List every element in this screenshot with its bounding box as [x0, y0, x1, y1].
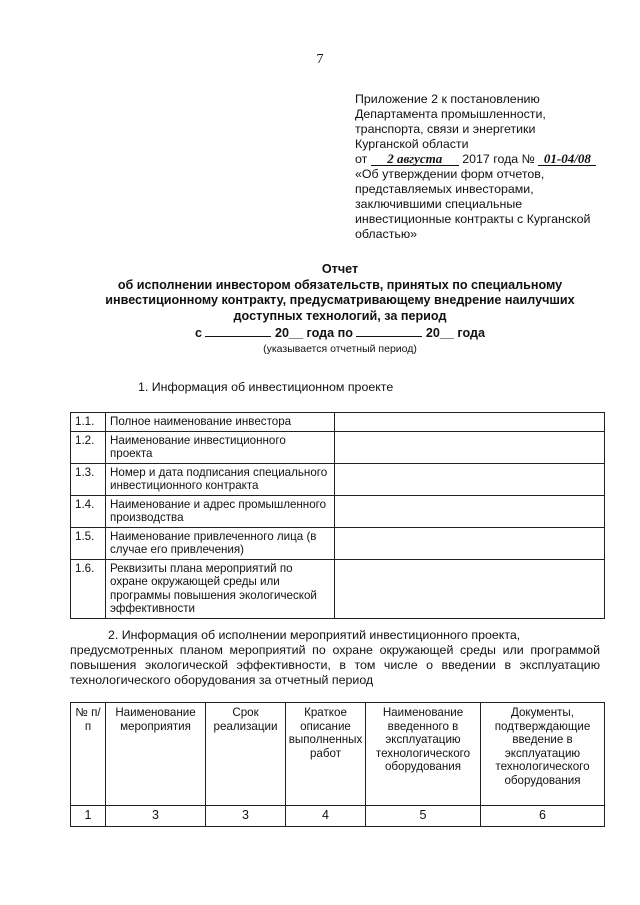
- row-label: Наименование инвестиционного проекта: [106, 431, 335, 463]
- row-number: 1.3.: [71, 463, 106, 495]
- row-value-cell: [335, 527, 605, 559]
- row-label: Реквизиты плана мероприятий по охране окружающей среды или программы повышения экологической эффективности: [106, 559, 335, 618]
- table-row: [71, 495, 605, 527]
- appendix-line: Департамента промышленности,: [355, 107, 546, 121]
- table-row: [71, 559, 605, 618]
- period-from: с: [194, 326, 202, 340]
- table-number-row: [71, 806, 605, 827]
- section2-text-first: 2. Информация об исполнении мероприятий инвестиционного проекта,: [108, 628, 521, 642]
- row-label: Номер и дата подписания специального инвестиционного контракта: [106, 463, 335, 495]
- section2-text-rest: предусмотренных планом мероприятий по охране окружающей среды или программой повышения экологической эффективности, в том числе о введении в эксплуатацию технологического оборудования за отчетный период: [70, 643, 600, 687]
- report-subtitle-line: об исполнении инвестором обязательств, принятых по специальному: [117, 277, 563, 292]
- year-text: 2017 года №: [462, 152, 535, 166]
- appendix-line: Приложение 2 к постановлению: [355, 92, 540, 106]
- row-label: Наименование привлеченного лица (в случае его привлечения): [106, 527, 335, 559]
- table-header-row: [71, 703, 605, 806]
- report-subtitle-line: инвестиционному контракту, предусматривающему внедрение наилучших: [105, 293, 575, 307]
- report-period-line: [60, 324, 620, 342]
- appendix-header: [355, 92, 625, 242]
- column-header: Срок реализации: [206, 703, 286, 806]
- investment-project-table: [70, 412, 605, 619]
- column-number: 6: [481, 806, 605, 827]
- row-value-cell: [335, 559, 605, 618]
- period-year-a: 20__ года по: [274, 326, 353, 340]
- row-value-cell: [335, 431, 605, 463]
- appendix-date-line: [355, 152, 625, 167]
- report-subtitle-line: доступных технологий, за период: [233, 308, 447, 323]
- appendix-subject-line: «Об утверждении форм отчетов,: [355, 167, 545, 181]
- activities-table: [70, 702, 605, 827]
- period-note: (указывается отчетный период): [263, 343, 417, 355]
- row-number: 1.6.: [71, 559, 106, 618]
- row-number: 1.5.: [71, 527, 106, 559]
- appendix-subject-line: представляемых инвесторами,: [355, 182, 534, 196]
- row-value-cell: [335, 495, 605, 527]
- row-label: Полное наименование инвестора: [106, 413, 335, 432]
- row-label: Наименование и адрес промышленного производства: [106, 495, 335, 527]
- column-header: Краткое описание выполненных работ: [286, 703, 366, 806]
- period-year-b: 20__ года: [425, 326, 486, 340]
- column-number: 1: [71, 806, 106, 827]
- column-header: Наименование мероприятия: [106, 703, 206, 806]
- table-row: [71, 527, 605, 559]
- column-number: 3: [206, 806, 286, 827]
- period-end-blank: [356, 324, 422, 337]
- column-header: № п/п: [71, 703, 106, 806]
- appendix-line: Курганской области: [355, 137, 469, 151]
- table-row: [71, 431, 605, 463]
- report-title-block: [60, 262, 620, 342]
- appendix-line: транспорта, связи и энергетики: [355, 122, 536, 136]
- column-number: 4: [286, 806, 366, 827]
- row-number: 1.4.: [71, 495, 106, 527]
- appendix-subject-line: заключившими специальные: [355, 197, 523, 211]
- row-number: 1.2.: [71, 431, 106, 463]
- column-header: Документы, подтверждающие введение в эксплуатацию технологического оборудования: [481, 703, 605, 806]
- row-value-cell: [335, 413, 605, 432]
- column-header: Наименование введенного в эксплуатацию технологического оборудования: [366, 703, 481, 806]
- appendix-subject-line: инвестиционные контракты с Курганской: [355, 212, 591, 226]
- appendix-subject-line: областью»: [355, 227, 418, 241]
- section2-intro: [70, 628, 600, 688]
- row-value-cell: [335, 463, 605, 495]
- period-start-blank: [205, 324, 271, 337]
- column-number: 5: [366, 806, 481, 827]
- page-number: 7: [316, 52, 324, 67]
- handwritten-number: 01-04/08: [538, 153, 596, 166]
- column-number: 3: [106, 806, 206, 827]
- report-title: Отчет: [321, 262, 359, 276]
- table-row: [71, 413, 605, 432]
- section1-title: 1. Информация об инвестиционном проекте: [138, 380, 394, 394]
- row-number: 1.1.: [71, 413, 106, 432]
- handwritten-date: 2 августа: [371, 153, 459, 166]
- table-row: [71, 463, 605, 495]
- date-prefix: от: [355, 152, 368, 166]
